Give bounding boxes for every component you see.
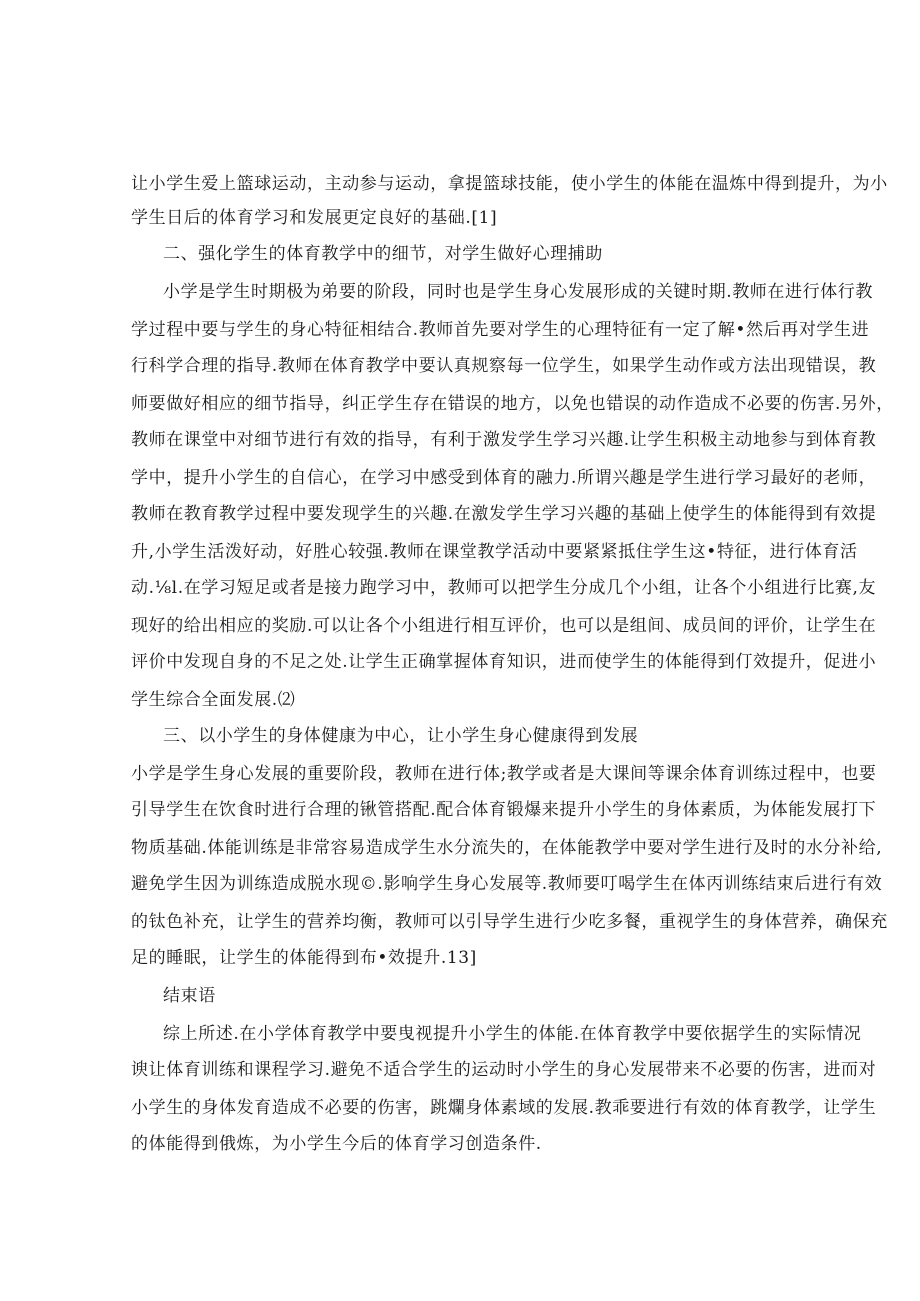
paragraph-line: 小学生的身体发育造成不必要的伤害，跳爛身体素域的发展.教乖要进行有效的体育教学，让学生 xyxy=(131,1098,877,1118)
paragraph-line: 师要做好相应的细节指导，纠正学生存在错误的地方，以免也错误的动作造成不必要的伤害.另外， xyxy=(131,394,894,414)
paragraph-line: 的钛色补充，让学生的营养均衡，教师可以引导学生进行少吃多餐，重视学生的身体营养，确保充 xyxy=(131,912,888,932)
paragraph-line: 足的睡眠，让学生的体能得到布•效提升.13] xyxy=(131,948,477,968)
paragraph-line: 学生日后的体育学习和发展更定良好的基础.[1] xyxy=(131,208,498,228)
paragraph-line: 引导学生在饮食时进行合理的锹管搭配.配合体育锻爆来提升小学生的身体素质，为体能发展打下 xyxy=(131,800,877,820)
paragraph-line: 综上所述.在小学体育教学中要曳视提升小学生的体能.在体育教学中要依据学生的实际情况 xyxy=(163,1024,862,1044)
paragraph-line: 行科学合理的指导.教师在体育教学中要认真规察每一位学生，如果学生动作或方法出现错误，教 xyxy=(131,356,877,376)
paragraph-line: 让小学生爱上篮球运动，主动参与运动，拿提篮球技能，使小学生的体能在温炼中得到提升，为小 xyxy=(131,174,888,194)
paragraph-line: 动.⅛l.在学习短足或者是接力跑学习中，教师可以把学生分成几个小组，让各个小组进行比赛,友 xyxy=(131,578,877,598)
section-heading-3: 三、以小学生的身体健康为中心，让小学生身心健康得到发展 xyxy=(163,726,639,746)
paragraph-line: 小学是学生时期极为弟要的阶段，同时也是学生身心发展形成的关键时期.教师在进行体行教 xyxy=(163,282,874,302)
paragraph-line: 的体能得到俄炼，为小学生今后的体育学习创造条件. xyxy=(131,1134,542,1154)
paragraph-line: 学中，提升小学生的自信心，在学习中感受到体育的融力.所谓兴趣是学生进行学习最好的老师， xyxy=(131,468,877,488)
paragraph-line: 教师在课堂中对细节进行有效的指导，有利于激发学生学习兴趣.让学生积极主动地参与到体育教 xyxy=(131,430,877,450)
paragraph-line: 升,小学生活泼好动，好胜心较强.教师在课堂教学活动中要紧紧抵住学生这•特征，进行体育活 xyxy=(131,542,858,562)
paragraph-line: 学生综合全面发展.⑵ xyxy=(131,690,296,710)
paragraph-line: 避免学生因为训练造成脱水现©.影响学生身心发展等.教师要叮喝学生在体丙训练结束后进行有效 xyxy=(131,874,883,894)
conclusion-heading: 结束语 xyxy=(163,986,216,1006)
section-heading-2: 二、强化学生的体育教学中的细节，对学生做好心理捕助 xyxy=(163,244,603,264)
paragraph-line: 物质基础.体能训练是非常容易造成学生水分流失的，在体能教学中要对学生进行及时的水分补给, xyxy=(131,838,883,858)
paragraph-line: 评价中发现自身的不足之处.让学生正确掌握体育知识，进而使学生的体能得到仃效提升，促进小 xyxy=(131,652,877,672)
paragraph-line: 现好的给出相应的奖励.可以让各个小组进行相互评价，也可以是组间、成员间的评价，让学生在 xyxy=(131,616,877,636)
paragraph-line: 教师在教育教学过程中要发现学生的兴趣.在激发学生学习兴趣的基础上使学生的体能得到有效提 xyxy=(131,504,877,524)
paragraph-line: 小学是学生身心发展的重要阶段，教师在进行体;教学或者是大课间等课余体育训练过程中，也要 xyxy=(131,764,877,784)
paragraph-line: 谀让体育训练和课程学习.避免不适合学生的运动时小学生的身心发展带来不必要的伤害，进而对 xyxy=(131,1060,877,1080)
paragraph-line: 学过程中要与学生的身心特征相结合.教师首先要对学生的心理特征有一定了解•然后再对学生进 xyxy=(131,320,870,340)
